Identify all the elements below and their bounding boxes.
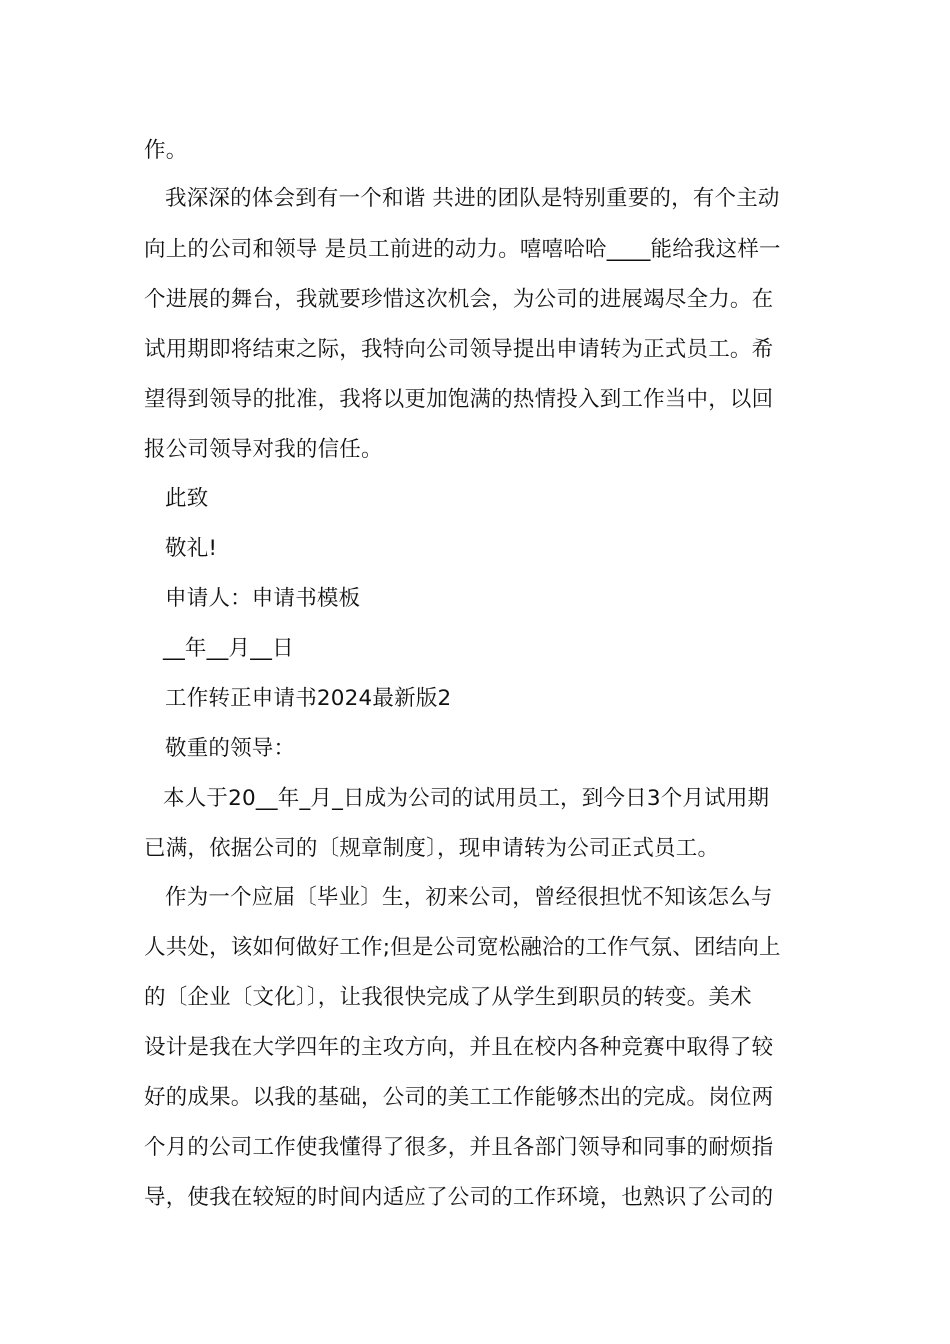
applicant-signature: 申请人：申请书模板 [165, 586, 361, 611]
section-title: 工作转正申请书2024最新版2 [165, 686, 452, 711]
paragraph-line: 好的成果。以我的基础，公司的美工工作能够杰出的完成。岗位两 [144, 1085, 774, 1110]
paragraph-line: 报公司领导对我的信任。 [144, 437, 383, 462]
paragraph-line: 的〔企业〔文化〕〕，让我很快完成了从学生到职员的转变。美术 [144, 985, 752, 1010]
closing-salutation: 此致 [165, 486, 209, 511]
date-line: __年__月__日 [163, 636, 294, 661]
paragraph-line: 个进展的舞台，我就要珍惜这次机会，为公司的进展竭尽全力。在 [144, 287, 774, 312]
paragraph-line: 本人于20__年_月_日成为公司的试用员工，到今日3个月试用期 [163, 786, 770, 811]
paragraph-line: 人共处，该如何做好工作;但是公司宽松融洽的工作气氛、团结向上 [144, 935, 781, 960]
greeting: 敬重的领导： [165, 736, 296, 761]
paragraph-line: 导，使我在较短的时间内适应了公司的工作环境，也熟识了公司的 [144, 1185, 774, 1210]
paragraph-line: 我深深的体会到有一个和谐 共进的团队是特别重要的，有个主动 [165, 186, 780, 211]
paragraph-line: 试用期即将结束之际，我特向公司领导提出申请转为正式员工。希 [144, 337, 774, 362]
paragraph-line: 设计是我在大学四年的主攻方向，并且在校内各种竞赛中取得了较 [144, 1035, 774, 1060]
closing-regards: 敬礼! [165, 536, 218, 561]
paragraph-line: 已满，依据公司的〔规章制度〕，现申请转为公司正式员工。 [144, 836, 720, 861]
paragraph-line: 望得到领导的批准，我将以更加饱满的热情投入到工作当中，以回 [144, 387, 774, 412]
paragraph-line: 个月的公司工作使我懂得了很多，并且各部门领导和同事的耐烦指 [144, 1135, 774, 1160]
paragraph-line: 作为一个应届〔毕业〕生，初来公司，曾经很担忧不知该怎么与 [165, 885, 773, 910]
paragraph-line: 作。 [144, 138, 188, 163]
paragraph-line: 向上的公司和领导 是员工前进的动力。嘻嘻哈哈____能给我这样一 [144, 237, 781, 262]
